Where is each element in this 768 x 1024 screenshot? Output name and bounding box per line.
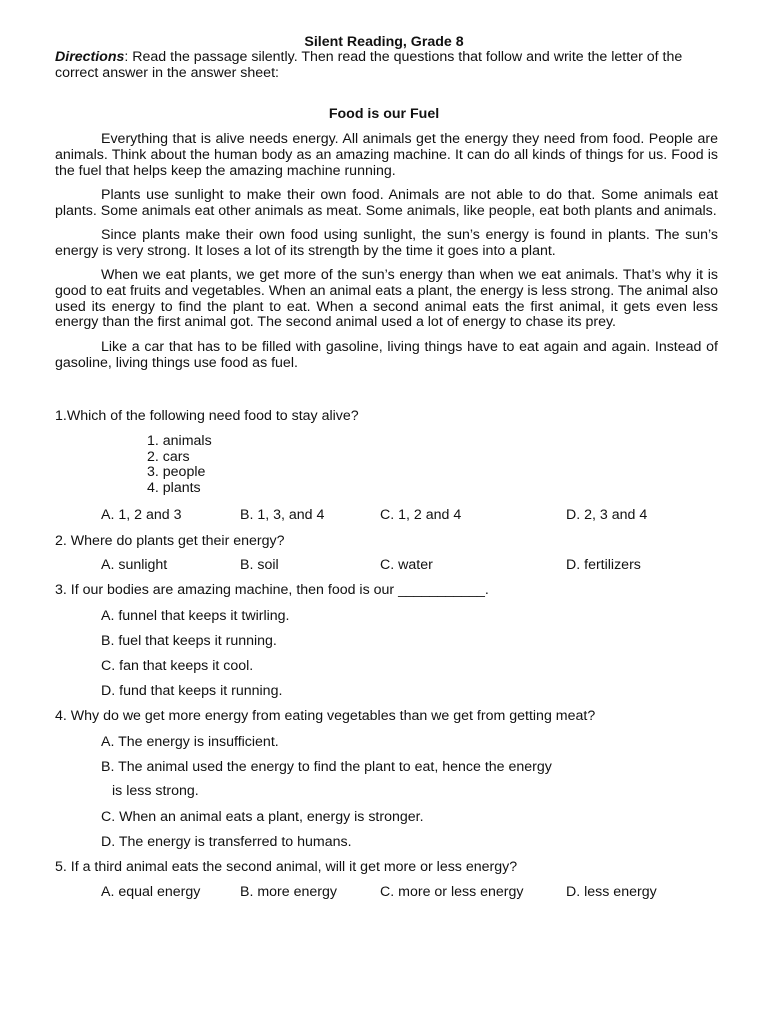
question-2-text: 2. Where do plants get their energy?	[55, 533, 285, 549]
question-5-text: 5. If a third animal eats the second animal, will it get more or less energy?	[55, 859, 518, 875]
passage-paragraph-4: When we eat plants, we get more of the sun’s energy than when we eat animals. That’s why it is good to eat fruits and vegetables. When an animal eats a plant, the energy is less strong. The animal also used its energy to find the plant to eat. When a second animal eats the first animal, it gets even less energy than the first animal got. The second animal used a lot of energy to chase its prey.	[55, 267, 719, 331]
question-4-option-b: B. The animal used the energy to find the plant to eat, hence the energy	[101, 759, 552, 775]
passage-title: Food is our Fuel	[328, 106, 440, 122]
question-3-option-a: A. funnel that keeps it twirling.	[101, 608, 290, 624]
question-1-option-d: D. 2, 3 and 4	[566, 507, 648, 523]
question-1-option-c: C. 1, 2 and 4	[380, 507, 462, 523]
directions-label: Directions	[55, 49, 125, 65]
question-1-list-item: 1. animals	[147, 433, 212, 449]
question-1-list-item: 4. plants	[147, 480, 201, 496]
question-2-option-b: B. soil	[240, 557, 279, 573]
question-2-option-c: C. water	[380, 557, 433, 573]
question-1-option-b: B. 1, 3, and 4	[240, 507, 325, 523]
worksheet-title: Silent Reading, Grade 8	[304, 34, 464, 50]
passage-paragraph-2: Plants use sunlight to make their own food. Animals are not able to do that. Some animals eat plants. Some animals eat other animals as meat. Some animals, like people, eat both plants and animals.	[55, 187, 718, 219]
question-5-option-b: B. more energy	[240, 884, 337, 900]
question-4-option-c: C. When an animal eats a plant, energy is stronger.	[101, 809, 424, 825]
question-3-option-c: C. fan that keeps it cool.	[101, 658, 254, 674]
passage-paragraph-5: Like a car that has to be filled with gasoline, living things have to eat again and again. Instead of gasoline, living things use food as fuel.	[55, 339, 718, 371]
passage-paragraph-3: Since plants make their own food using sunlight, the sun’s energy is found in plants. The sun’s energy is very strong. It loses a lot of its strength by the time it goes into a plant.	[55, 227, 718, 259]
question-5-option-c: C. more or less energy	[380, 884, 524, 900]
question-3-text: 3. If our bodies are amazing machine, then food is our ___________.	[55, 582, 489, 598]
directions	[55, 49, 725, 81]
question-3-option-b: B. fuel that keeps it running.	[101, 633, 277, 649]
question-5-option-a: A. equal energy	[101, 884, 201, 900]
directions-text: : Read the passage silently. Then read the questions that follow and write the letter of the correct answer in the answer sheet:	[55, 49, 683, 81]
question-4-option-a: A. The energy is insufficient.	[101, 734, 279, 750]
passage-paragraph-1: Everything that is alive needs energy. All animals get the energy they need from food. People are animals. Think about the human body as an amazing machine. It can do all kinds of things for us. Food is the fuel that helps keep the amazing machine running.	[55, 131, 718, 179]
question-4-text: 4. Why do we get more energy from eating vegetables than we get from getting meat?	[55, 708, 596, 724]
question-1-option-a: A. 1, 2 and 3	[101, 507, 182, 523]
question-4-option-d: D. The energy is transferred to humans.	[101, 834, 352, 850]
question-2-option-d: D. fertilizers	[566, 557, 641, 573]
question-1-text: 1.Which of the following need food to stay alive?	[55, 408, 359, 424]
question-1-list-item: 3. people	[147, 464, 206, 480]
question-1-list-item: 2. cars	[147, 449, 190, 465]
question-5-option-d: D. less energy	[566, 884, 657, 900]
question-3-option-d: D. fund that keeps it running.	[101, 683, 283, 699]
question-2-option-a: A. sunlight	[101, 557, 168, 573]
question-4-option-b-continued: is less strong.	[112, 783, 199, 799]
